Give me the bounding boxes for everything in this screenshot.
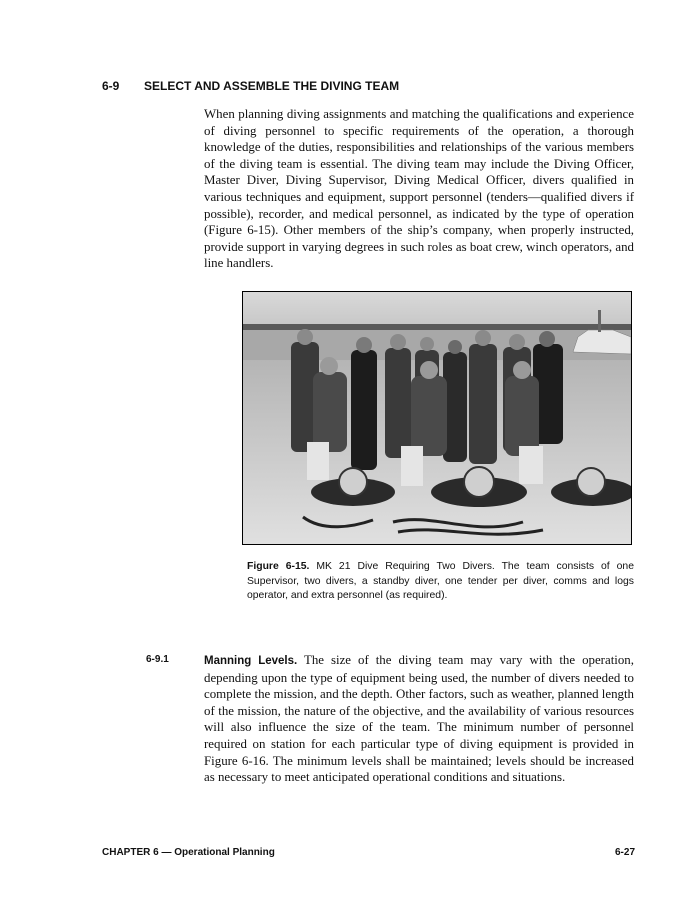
subsection-heading: Manning Levels. xyxy=(204,655,298,667)
team-photo xyxy=(242,291,632,545)
intro-paragraph: When planning diving assignments and matching the qualifications and experience of diving personnel to specific requirements of the operation, a thorough knowledge of the duties, responsibilities and relationships of the various members of the diving team is essential. The diving team may include the Diving Officer, Master Diver, Diving Supervisor, Diving Medical Officer, divers qualified in various techniques and equipment, support personnel (tenders—qualified divers if possible), recorder, and medical personnel, as indicated by the type of operation (Figure 6-15). Other members of the ship’s company, when properly instructed, provide support in varying degrees in such roles as boat crew, winch operators, and line handlers. xyxy=(204,107,634,271)
figure-caption xyxy=(247,560,634,604)
footer-chapter: CHAPTER 6 — Operational Planning xyxy=(102,847,275,858)
section-number: 6-9 xyxy=(102,79,120,93)
subsection-number: 6-9.1 xyxy=(146,654,169,665)
subsection-text: The size of the diving team may vary with the operation, depending upon the type of equipment being used, the number of divers needed to complete the mission, and the depth. Other factors, such as weather, planned length of the mission, the nature of the objective, and the availability of various resources will also influence the size of the team. The minimum number of personnel required on station for each particular type of diving equipment is provided in Figure 6-16. The minimum levels shall be maintained; levels should be increased as necessary to meet anticipated operational conditions and situations. xyxy=(204,653,634,785)
page-number: 6-27 xyxy=(614,847,635,858)
manning-paragraph xyxy=(204,652,634,786)
figure-caption-text: MK 21 Dive Requiring Two Divers. The team consists of one Supervisor, two divers, a standby diver, one tender per diver, comms and logs operator, and extra personnel (as required). xyxy=(247,561,634,601)
section-title: SELECT AND ASSEMBLE THE DIVING TEAM xyxy=(144,79,400,93)
figure-label: Figure 6-15. xyxy=(247,561,310,572)
